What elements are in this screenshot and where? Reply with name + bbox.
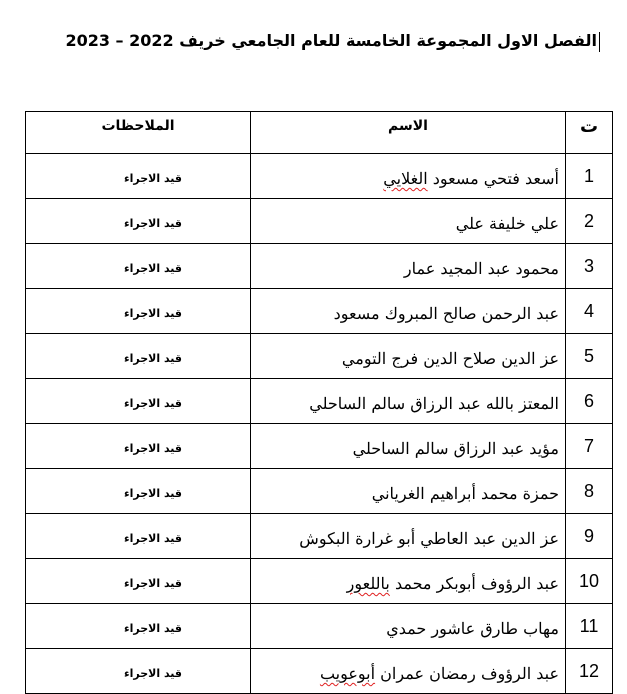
row-notes: قيد الاجراء — [26, 154, 251, 199]
table-row — [26, 289, 613, 334]
table-row — [26, 199, 613, 244]
student-name-text: محمود عبد المجيد عمار — [403, 259, 559, 278]
header-number: ت — [566, 112, 613, 154]
spellcheck-flagged-word[interactable]: باللعور — [346, 574, 390, 593]
row-notes: قيد الاجراء — [26, 334, 251, 379]
table-row — [26, 379, 613, 424]
student-name — [251, 514, 566, 559]
spellcheck-flagged-word[interactable]: أبوعويب — [319, 664, 376, 683]
row-number: 7 — [566, 424, 613, 469]
row-number: 12 — [566, 649, 613, 694]
row-notes: قيد الاجراء — [26, 424, 251, 469]
student-name-text: المعتز بالله عبد الرزاق سالم الساحلي — [309, 394, 559, 413]
table-row — [26, 514, 613, 559]
row-notes: قيد الاجراء — [26, 244, 251, 289]
student-name — [251, 424, 566, 469]
document-title-text: الفصل الاول المجموعة الخامسة للعام الجامعي خريف 2022 – 2023 — [65, 31, 597, 50]
student-name — [251, 604, 566, 649]
table-body — [26, 154, 613, 694]
row-number: 2 — [566, 199, 613, 244]
students-table — [25, 111, 613, 694]
row-number: 10 — [566, 559, 613, 604]
student-name-text: مهاب طارق عاشور حمدي — [386, 619, 559, 638]
table-row — [26, 244, 613, 289]
student-name-text: أسعد فتحي مسعود — [427, 169, 559, 188]
student-name-text: عز الدين عبد العاطي أبو غرارة البكوش — [299, 529, 559, 548]
table-row — [26, 469, 613, 514]
student-name-text: عبد الرحمن صالح المبروك مسعود — [333, 304, 559, 323]
student-name — [251, 334, 566, 379]
student-name-text: عبد الرؤوف رمضان عمران — [375, 664, 559, 683]
spellcheck-flagged-word[interactable]: الغلايي — [383, 169, 428, 188]
row-number: 1 — [566, 154, 613, 199]
row-notes: قيد الاجراء — [26, 559, 251, 604]
student-name-text: عز الدين صلاح الدين فرج التومي — [341, 349, 559, 368]
text-cursor — [599, 32, 600, 52]
row-number: 5 — [566, 334, 613, 379]
student-name — [251, 244, 566, 289]
table-row — [26, 154, 613, 199]
row-notes: قيد الاجراء — [26, 514, 251, 559]
student-name — [251, 559, 566, 604]
row-notes: قيد الاجراء — [26, 649, 251, 694]
row-number: 4 — [566, 289, 613, 334]
student-name-text: حمزة محمد أبراهيم الغرياني — [371, 484, 559, 503]
row-notes: قيد الاجراء — [26, 199, 251, 244]
student-name-text: عبد الرؤوف أبوبكر محمد — [389, 574, 559, 593]
row-number: 3 — [566, 244, 613, 289]
row-number: 9 — [566, 514, 613, 559]
row-number: 6 — [566, 379, 613, 424]
header-notes: الملاحظات — [26, 112, 251, 154]
row-notes: قيد الاجراء — [26, 289, 251, 334]
row-notes: قيد الاجراء — [26, 604, 251, 649]
student-name-text: مؤيد عبد الرزاق سالم الساحلي — [352, 439, 559, 458]
student-name — [251, 379, 566, 424]
student-name — [251, 469, 566, 514]
table-row — [26, 649, 613, 694]
student-name-text: علي خليفة علي — [455, 214, 559, 233]
document-title[interactable] — [0, 30, 600, 52]
table-row — [26, 334, 613, 379]
table-row — [26, 604, 613, 649]
student-name — [251, 649, 566, 694]
row-number: 11 — [566, 604, 613, 649]
row-number: 8 — [566, 469, 613, 514]
table-row — [26, 559, 613, 604]
student-name — [251, 199, 566, 244]
student-name — [251, 289, 566, 334]
row-notes: قيد الاجراء — [26, 469, 251, 514]
header-name: الاسم — [251, 112, 566, 154]
table-header-row — [26, 112, 613, 154]
table-row — [26, 424, 613, 469]
student-name — [251, 154, 566, 199]
row-notes: قيد الاجراء — [26, 379, 251, 424]
